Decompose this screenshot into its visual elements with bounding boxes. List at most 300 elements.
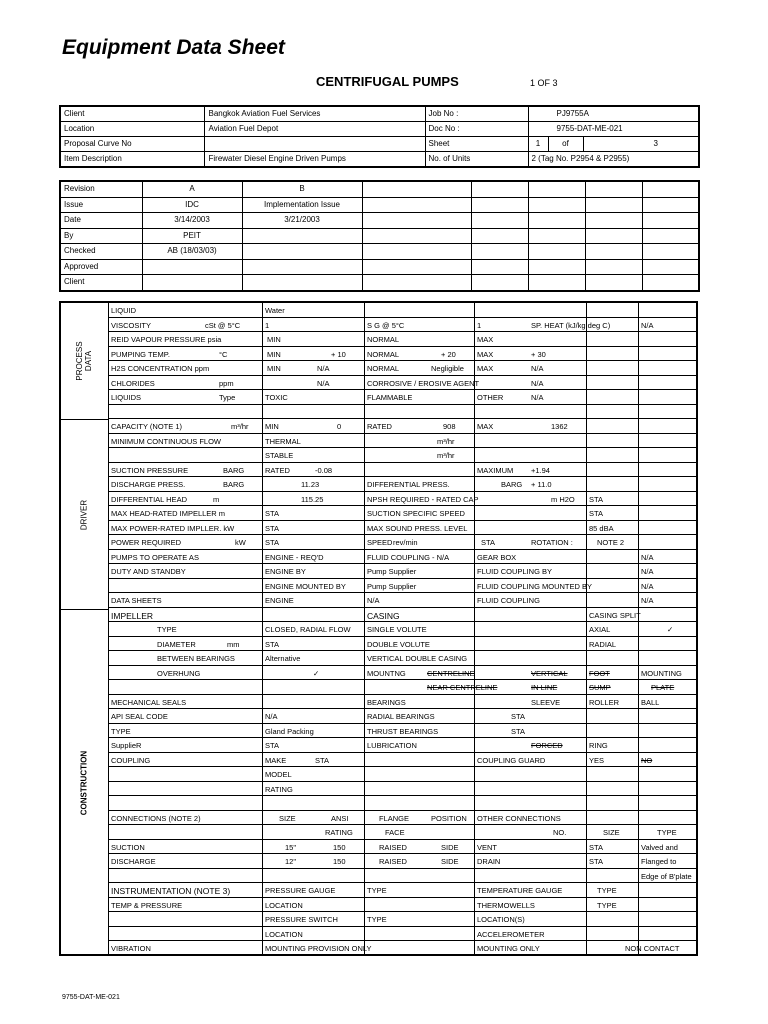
row-cell: N/A [641, 567, 654, 576]
row-cell: PLATE [651, 683, 675, 692]
revision-row [60, 213, 699, 229]
row-cell: N/A [531, 393, 544, 402]
row-cell: STA [265, 741, 280, 750]
page-subtitle: CENTRIFUGAL PUMPS [316, 74, 459, 89]
revision-empty-cell [471, 181, 528, 197]
row-cell: NORMAL [367, 364, 400, 373]
row-cell: SupplieR [111, 741, 142, 750]
row-cell: VISCOSITY [111, 320, 152, 330]
table-row [108, 448, 696, 463]
revision-empty-cell [471, 197, 528, 213]
row-cell: MAKE [265, 755, 287, 765]
revision-row [60, 259, 699, 275]
row-cell: kW [235, 538, 246, 547]
row-cell: SLEEVE [531, 697, 561, 707]
client-value: Bangkok Aviation Fuel Services [204, 106, 425, 122]
row-cell: STA [315, 755, 330, 765]
row-cell: TYPE [367, 915, 387, 924]
row-cell: N/A [641, 320, 654, 330]
row-cell: REID VAPOUR PRESSURE psia [111, 335, 222, 344]
row-cell: STA [265, 639, 280, 649]
table-row [108, 318, 696, 333]
table-row [108, 477, 696, 492]
sheet-total: 3 [583, 137, 699, 152]
row-cell: IN LINE [531, 683, 558, 692]
revision-cell: Checked [60, 244, 142, 260]
row-cell: 85 dBA [589, 523, 614, 533]
row-cell: CASING [367, 610, 400, 621]
revision-empty-cell [528, 213, 585, 229]
row-cell: LIQUIDS [111, 393, 142, 402]
row-cell: ENGINE - REQ'D [265, 552, 324, 562]
row-cell: RATED [265, 465, 290, 475]
row-cell: CONNECTIONS (NOTE 2) [111, 813, 201, 823]
row-cell: NON CONTACT [625, 944, 680, 953]
row-cell: 1362 [551, 422, 568, 431]
row-cell: DRAIN [477, 857, 501, 866]
table-row [108, 506, 696, 521]
row-cell: N/A [367, 596, 380, 605]
row-cell: TYPE [597, 886, 617, 895]
table-row [108, 347, 696, 362]
row-cell: SPEED [367, 538, 393, 547]
table-row [108, 927, 696, 942]
table-row [108, 332, 696, 347]
table-row [108, 796, 696, 811]
row-cell: VENT [477, 842, 498, 852]
revision-cell [242, 259, 362, 275]
row-cell: BALL [641, 697, 660, 707]
table-row [108, 941, 696, 956]
row-cell: 150 [333, 857, 346, 866]
row-cell: BARG [501, 480, 523, 489]
row-cell: DUTY AND STANDBY [111, 567, 186, 576]
row-cell: FLUID COUPLING - N/A [367, 552, 450, 562]
table-row [108, 434, 696, 449]
row-cell: SUCTION PRESSURE [111, 465, 189, 475]
row-cell: MIN [267, 335, 281, 344]
row-cell: BARG [223, 465, 245, 475]
row-cell: 12" [285, 857, 297, 866]
row-cell: 908 [443, 422, 456, 431]
row-cell: N/A [317, 364, 330, 373]
row-cell: N/A [531, 378, 544, 388]
table-row [108, 564, 696, 579]
row-cell: CHLORIDES [111, 378, 155, 388]
row-cell: STA [265, 538, 280, 547]
revision-empty-cell [362, 213, 471, 229]
table-row [108, 912, 696, 927]
row-cell: STA [481, 538, 496, 547]
row-cell: Negligible [431, 364, 464, 373]
row-cell: RADIAL BEARINGS [367, 712, 435, 721]
row-cell: RATED [367, 422, 392, 431]
row-cell: YES [589, 755, 605, 765]
row-cell: MAX [477, 335, 494, 344]
revision-table [59, 180, 700, 292]
row-cell: MOUNTNG [367, 668, 406, 678]
row-cell: + 30 [531, 349, 546, 359]
revision-empty-cell [362, 181, 471, 197]
revision-cell: Client [60, 275, 142, 291]
row-cell: STA [589, 842, 604, 852]
row-cell: ENGINE [265, 596, 294, 605]
table-row [108, 898, 696, 913]
row-cell: MAX [477, 422, 494, 431]
table-row [108, 579, 696, 594]
row-cell: POWER REQUIRED [111, 538, 182, 547]
row-cell: 0 [337, 422, 342, 431]
revision-empty-cell [642, 181, 699, 197]
table-row [108, 608, 696, 623]
revision-empty-cell [362, 228, 471, 244]
table-row [108, 593, 696, 608]
revision-cell: AB (18/03/03) [142, 244, 242, 260]
row-cell: SIZE [279, 813, 296, 823]
row-cell: H2S CONCENTRATION ppm [111, 364, 210, 373]
row-cell: TYPE [597, 900, 617, 910]
row-cell: N/A [265, 712, 278, 721]
row-cell: FLUID COUPLING BY [477, 567, 553, 576]
table-row [108, 376, 696, 391]
row-cell: MOUNTING ONLY [477, 944, 540, 953]
row-cell: SIDE [441, 842, 459, 852]
revision-empty-cell [585, 213, 642, 229]
table-row [108, 738, 696, 753]
row-cell: ✓ [667, 625, 674, 634]
row-cell: Gland Packing [265, 726, 314, 736]
revision-cell: B [242, 181, 362, 197]
row-cell: SINGLE VOLUTE [367, 625, 427, 634]
row-cell: LOCATION(S) [477, 915, 525, 924]
row-cell: COUPLING [111, 755, 151, 765]
row-cell: FACE [385, 828, 405, 837]
row-cell: BETWEEN BEARINGS [157, 654, 235, 663]
revision-cell [242, 228, 362, 244]
revision-empty-cell [362, 259, 471, 275]
row-cell: DATA SHEETS [111, 596, 162, 605]
revision-empty-cell [585, 244, 642, 260]
row-cell: RAISED [379, 842, 407, 852]
row-cell: °C [219, 349, 228, 359]
curve-label: Proposal Curve No [60, 137, 204, 152]
table-row [108, 767, 696, 782]
row-cell: + 10 [331, 349, 346, 359]
section-construction: CONSTRUCTION [79, 750, 89, 816]
row-cell: MAX [477, 349, 494, 359]
revision-row [60, 228, 699, 244]
row-cell: Valved and [641, 842, 678, 852]
revision-cell: 3/14/2003 [142, 213, 242, 229]
revision-empty-cell [471, 244, 528, 260]
row-cell: CORROSIVE / EROSIVE AGENT [367, 378, 480, 388]
revision-row [60, 181, 699, 197]
revision-cell: Revision [60, 181, 142, 197]
row-cell: NO. [553, 828, 567, 837]
row-cell: Type [219, 393, 236, 402]
job-value: PJ9755A [528, 106, 699, 122]
row-cell: NORMAL [367, 349, 400, 359]
footer-doc-number: 9755-DAT-ME-021 [62, 994, 120, 1001]
revision-cell: By [60, 228, 142, 244]
row-cell: VIBRATION [111, 944, 151, 953]
table-row [108, 695, 696, 710]
row-cell: TYPE [367, 886, 387, 895]
table-row [108, 550, 696, 565]
revision-cell: IDC [142, 197, 242, 213]
table-row [108, 825, 696, 840]
row-cell: DIFFERENTIAL HEAD [111, 494, 187, 504]
row-cell: STABLE [265, 451, 294, 460]
row-cell: CLOSED, RADIAL FLOW [265, 625, 351, 634]
row-cell: Edge of B'plate [641, 871, 692, 881]
row-cell: LUBRICATION [367, 741, 417, 750]
row-cell: RATING [325, 828, 353, 837]
row-cell: OTHER [477, 393, 504, 402]
row-cell: m³/hr [437, 451, 455, 460]
revision-cell: PEIT [142, 228, 242, 244]
row-cell: STA [265, 523, 280, 533]
revision-empty-cell [585, 228, 642, 244]
row-cell: SIDE [441, 857, 459, 866]
row-cell: ROTATION : [531, 538, 573, 547]
row-cell: SIZE [603, 828, 620, 837]
item-value: Firewater Diesel Engine Driven Pumps [204, 152, 425, 168]
revision-cell [242, 275, 362, 291]
revision-empty-cell [585, 181, 642, 197]
row-cell: 1 [265, 320, 270, 330]
revision-cell: Implementation Issue [242, 197, 362, 213]
revision-empty-cell [362, 197, 471, 213]
row-cell: DISCHARGE [111, 857, 156, 866]
row-cell: NEAR CENTRELINE [427, 683, 498, 692]
revision-empty-cell [585, 259, 642, 275]
row-cell: ANSI [331, 813, 349, 823]
row-cell: 150 [333, 842, 346, 852]
table-row [108, 811, 696, 826]
revision-empty-cell [528, 275, 585, 291]
row-cell: MIN [267, 364, 281, 373]
revision-cell: A [142, 181, 242, 197]
row-cell: rev/min [393, 538, 418, 547]
row-cell: TOXIC [265, 393, 288, 402]
revision-cell [142, 275, 242, 291]
page-number: 1 OF 3 [530, 78, 558, 88]
row-cell: ACCELEROMETER [477, 929, 545, 939]
sheet-value: 1 [528, 137, 548, 152]
row-cell: RATING [265, 784, 293, 794]
row-cell: MAX SOUND PRESS. LEVEL [367, 523, 468, 533]
row-cell: + 11.0 [531, 480, 552, 489]
row-cell: THRUST BEARINGS [367, 726, 439, 736]
row-cell: DIAMETER [157, 639, 196, 649]
data-sheet-body [59, 301, 698, 956]
revision-empty-cell [642, 259, 699, 275]
table-row [108, 390, 696, 405]
row-cell: PUMPS TO OPERATE AS [111, 552, 199, 562]
revision-empty-cell [362, 244, 471, 260]
row-cell: STA [511, 712, 526, 721]
row-cell: OTHER CONNECTIONS [477, 813, 561, 823]
row-cell: GEAR BOX [477, 552, 517, 562]
row-cell: LIQUID [111, 306, 137, 315]
row-cell: DOUBLE VOLUTE [367, 639, 430, 649]
row-cell: STA [589, 509, 604, 518]
row-cell: m [213, 494, 220, 504]
units-label: No. of Units [425, 152, 528, 168]
table-row [108, 724, 696, 739]
revision-empty-cell [585, 197, 642, 213]
table-row [108, 521, 696, 536]
row-cell: VERTICAL [531, 668, 568, 678]
table-row [108, 840, 696, 855]
row-cell: DIFFERENTIAL PRESS. [367, 480, 450, 489]
doc-value: 9755-DAT-ME-021 [528, 122, 699, 137]
row-cell: RADIAL [589, 639, 617, 649]
row-cell: BEARINGS [367, 697, 406, 707]
row-cell: TEMP & PRESSURE [111, 900, 183, 910]
row-cell: N/A [641, 581, 654, 591]
section-driver: DRIVER [61, 420, 108, 610]
revision-empty-cell [471, 213, 528, 229]
job-label: Job No : [425, 106, 528, 122]
row-cell: TEMPERATURE GAUGE [477, 886, 563, 895]
revision-empty-cell [528, 259, 585, 275]
table-row [108, 753, 696, 768]
row-cell: TYPE [157, 625, 177, 634]
table-row [108, 303, 696, 318]
row-cell: ROLLER [589, 697, 620, 707]
revision-row [60, 197, 699, 213]
revision-cell: Approved [60, 259, 142, 275]
row-cell: AXIAL [589, 625, 611, 634]
revision-empty-cell [528, 228, 585, 244]
row-cell: STA [511, 726, 526, 736]
revision-empty-cell [642, 244, 699, 260]
table-row [108, 782, 696, 797]
client-label: Client [60, 106, 204, 122]
revision-empty-cell [528, 181, 585, 197]
row-cell: MAX [477, 364, 494, 373]
table-row [108, 463, 696, 478]
row-cell: MIN [267, 349, 281, 359]
row-cell: N/A [641, 596, 654, 605]
table-row [108, 869, 696, 884]
row-cell: COUPLING GUARD [477, 755, 546, 765]
row-cell: ✓ [313, 668, 320, 678]
row-cell: SUMP [589, 683, 611, 692]
table-row [108, 405, 696, 420]
row-cell: RAISED [379, 857, 407, 866]
row-cell: THERMOWELLS [477, 900, 535, 910]
row-cell: 15" [285, 842, 297, 852]
row-cell: Pump Supplier [367, 581, 417, 591]
row-cell: MODEL [265, 770, 292, 779]
revision-empty-cell [642, 228, 699, 244]
row-cell: MAX HEAD-RATED IMPELLER m [111, 509, 226, 518]
row-cell: VERTICAL DOUBLE CASING [367, 654, 468, 663]
info-table [59, 105, 700, 168]
revision-empty-cell [471, 259, 528, 275]
row-cell: CENTRELINE [427, 668, 475, 678]
row-cell: TYPE [657, 828, 677, 837]
row-cell: ppm [219, 378, 234, 388]
revision-empty-cell [642, 213, 699, 229]
row-cell: NORMAL [367, 335, 400, 344]
row-cell: LOCATION [265, 929, 303, 939]
row-cell: cSt @ 5°C [205, 320, 241, 330]
section-process: PROCESS DATA [61, 303, 108, 420]
row-cell: ENGINE BY [265, 567, 306, 576]
row-cell: MAX POWER-RATED IMPLLER. kW [111, 523, 235, 533]
row-cell: FORCED [531, 741, 563, 750]
row-cell: POSITION [431, 813, 467, 823]
revision-empty-cell [362, 275, 471, 291]
row-cell: MOUNTING [641, 668, 682, 678]
row-cell: N/A [531, 364, 544, 373]
table-row [108, 622, 696, 637]
row-cell: CAPACITY (NOTE 1) [111, 422, 182, 431]
row-cell: PRESSURE GAUGE [265, 886, 336, 895]
sheet-label: Sheet [425, 137, 528, 152]
row-cell: INSTRUMENTATION (NOTE 3) [111, 886, 231, 896]
row-cell: m³/hr [437, 436, 455, 446]
row-cell: RING [589, 741, 608, 750]
location-label: Location [60, 122, 204, 137]
page-title: Equipment Data Sheet [62, 36, 285, 59]
row-cell: MINIMUM CONTINUOUS FLOW [111, 436, 221, 446]
row-cell: MECHANICAL SEALS [111, 697, 187, 707]
row-cell: Flanged to [641, 857, 677, 866]
row-cell: TYPE [111, 726, 131, 736]
revision-empty-cell [585, 275, 642, 291]
table-row [108, 361, 696, 376]
revision-cell: Date [60, 213, 142, 229]
revision-row [60, 275, 699, 291]
revision-empty-cell [471, 228, 528, 244]
row-cell: FOOT [589, 668, 610, 678]
row-cell: IMPELLER [111, 610, 154, 621]
table-row [108, 637, 696, 652]
item-label: Item Description [60, 152, 204, 168]
row-cell: STA [589, 857, 604, 866]
row-cell: PRESSURE SWITCH [265, 915, 338, 924]
table-row [108, 854, 696, 869]
row-cell: -0.08 [315, 465, 333, 475]
row-cell: DISCHARGE PRESS. [111, 480, 186, 489]
row-cell: THERMAL [265, 436, 301, 446]
revision-empty-cell [528, 197, 585, 213]
revision-empty-cell [471, 275, 528, 291]
row-cell: SUCTION SPECIFIC SPEED [367, 509, 465, 518]
row-cell: NPSH REQUIRED - RATED CAP [367, 494, 479, 504]
row-cell: S G @ 5°C [367, 320, 405, 330]
row-cell: MOUNTING PROVISION ONLY [265, 944, 372, 953]
row-cell: BARG [223, 480, 245, 489]
row-cell: FLUID COUPLING [477, 596, 540, 605]
revision-cell [142, 259, 242, 275]
row-cell: SUCTION [111, 842, 145, 852]
units-value: 2 (Tag No. P2954 & P2955) [528, 152, 699, 168]
row-cell: 11.23 [301, 480, 320, 489]
row-cell: Water [265, 306, 285, 315]
table-row [108, 419, 696, 434]
row-cell: STA [265, 509, 280, 518]
row-cell: PUMPING TEMP. [111, 349, 170, 359]
revision-empty-cell [642, 275, 699, 291]
row-cell: MAXIMUM [477, 465, 514, 475]
row-cell: CASING SPLIT [589, 610, 641, 620]
